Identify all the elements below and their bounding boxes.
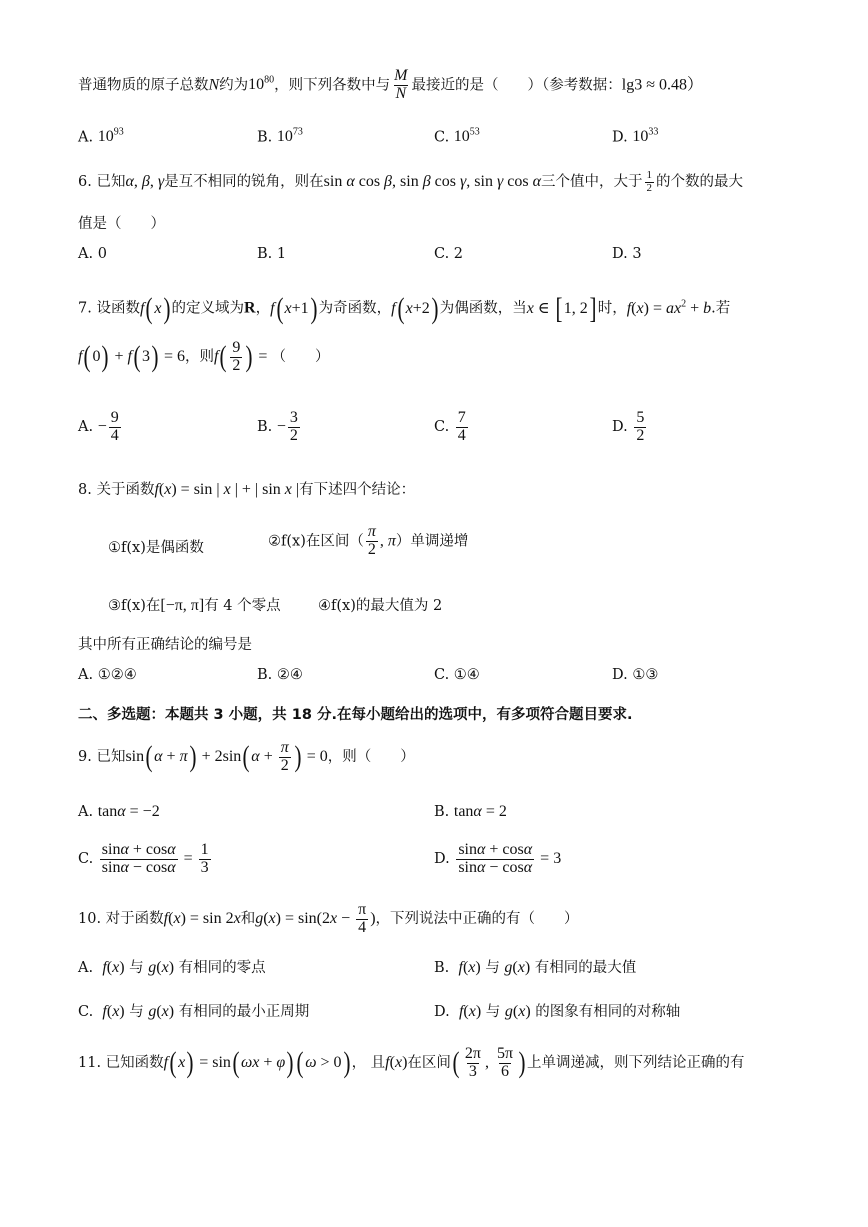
q8-option-b[interactable]: B. ②④ — [257, 667, 303, 683]
q10-option-a[interactable]: A. f(x) 与 g(x) 有相同的零点 — [78, 959, 266, 976]
q5-option-d[interactable]: D. $10^{33}$ — [612, 127, 659, 146]
q9-stem: 9. 已知sin(α + π) + 2sin(α + $\frac{\pi}{2}$ ) = 0，则（ ） — [78, 739, 415, 774]
q10-stem: 10. 对于函数f(x) = sin 2x和g(x) = sin(2x − $\frac{\pi}{4}$ )，下列说法中正确的有（ ） — [78, 901, 579, 936]
q9-option-a[interactable]: A. tanα = −2 — [78, 803, 160, 820]
q5-option-c[interactable]: C. $10^{53}$ — [434, 127, 480, 146]
q7-option-b[interactable]: B. − $\frac{3}{2}$ — [257, 409, 298, 444]
q9-option-c[interactable]: C. $\frac{\sin\alpha + \cos\alpha}{\sin\alpha - \cos\alpha}$ = $\frac{1}{3}$ — [78, 841, 209, 876]
q8-option-a[interactable]: A. ①②④ — [78, 667, 137, 683]
q6-option-d[interactable]: D. 3 — [612, 246, 642, 262]
q7-option-a[interactable]: A. − $\frac{9}{4}$ — [78, 409, 119, 444]
q8-conclusion-1: ①f(x)是偶函数 — [108, 540, 204, 556]
q6-option-a[interactable]: A. 0 — [78, 246, 107, 262]
q7-option-c[interactable]: C. $\frac{7}{4}$ — [434, 409, 466, 444]
q7-stem: 7. 设函数f(x) 的定义域为R，f(x+1) 为奇函数，f(x+2) 为偶函数，当x ∈ [1, 2] 时，$f(x) = ax^2 + b$.若 — [78, 292, 731, 325]
section-heading: 二、多选题：本题共 3 小题，共 18 分.在每小题给出的选项中，有多项符合题目要求. — [78, 707, 633, 723]
q8-conclusion-4: ④f(x)的最大值为 2 — [318, 598, 443, 614]
q8-option-d[interactable]: D. ①③ — [612, 667, 659, 683]
q6-option-c[interactable]: C. 2 — [434, 246, 464, 262]
q8-stem: 8. 关于函数f(x) = sin | x | + | sin x |有下述四个结论： — [78, 481, 416, 498]
q9-option-d[interactable]: D. $\frac{\sin\alpha + \cos\alpha}{\sin\alpha - \cos\alpha}$ = 3 — [434, 841, 562, 876]
q6-stem-line2: 值是（ ） — [78, 216, 165, 232]
q10-option-b[interactable]: B. f(x) 与 g(x) 有相同的最大值 — [434, 959, 637, 976]
q11-stem: 11. 已知函数f(x) = sin(ωx + φ) (ω > 0) ， 且f(x)在区间( $\frac{2\pi}{3}$ , $\frac{5\pi}{6}$ ) 上单调递减，则下列结论正确的有 — [78, 1045, 745, 1080]
q8-option-c[interactable]: C. ①④ — [434, 667, 480, 683]
q5-option-a[interactable]: A. $10^{93}$ — [78, 127, 124, 146]
q10-option-c[interactable]: C. f(x) 与 g(x) 有相同的最小正周期 — [78, 1003, 310, 1020]
q9-option-b[interactable]: B. tanα = 2 — [434, 803, 507, 820]
fraction-m-over-n: $\frac{M}{N}$ — [394, 67, 408, 102]
q7-option-d[interactable]: D. $\frac{5}{2}$ — [612, 409, 645, 444]
q10-option-d[interactable]: D. f(x) 与 g(x) 的图象有相同的对称轴 — [434, 1003, 681, 1020]
q8-conclusion-2: ②f(x)在区间（ $\frac{\pi}{2}$ , π）单调递增 — [268, 523, 469, 558]
q5-stem: 普通物质的原子总数N约为$10^{80}$，则下列各数中与 $\frac{M}{N}$ 最接近的是（ ）（参考数据：lg3 ≈ 0.48） — [78, 67, 703, 102]
q7-stem-line2: f(0) + f(3) = 6，则f( $\frac{9}{2}$ ) = （ ） — [78, 339, 330, 374]
q8-question: 其中所有正确结论的编号是 — [78, 637, 252, 653]
q6-option-b[interactable]: B. 1 — [257, 246, 287, 262]
q5-option-b[interactable]: B. $10^{73}$ — [257, 127, 303, 146]
q6-stem: 6. 已知α, β, γ是互不相同的锐角，则在sin α cos β, sin β cos γ, sin γ cos α三个值中，大于 $\frac{1}{2}$ 的个数的最大 — [78, 169, 744, 194]
q8-conclusion-3: ③f(x)在[−π, π]有 4 个零点 — [108, 597, 281, 614]
